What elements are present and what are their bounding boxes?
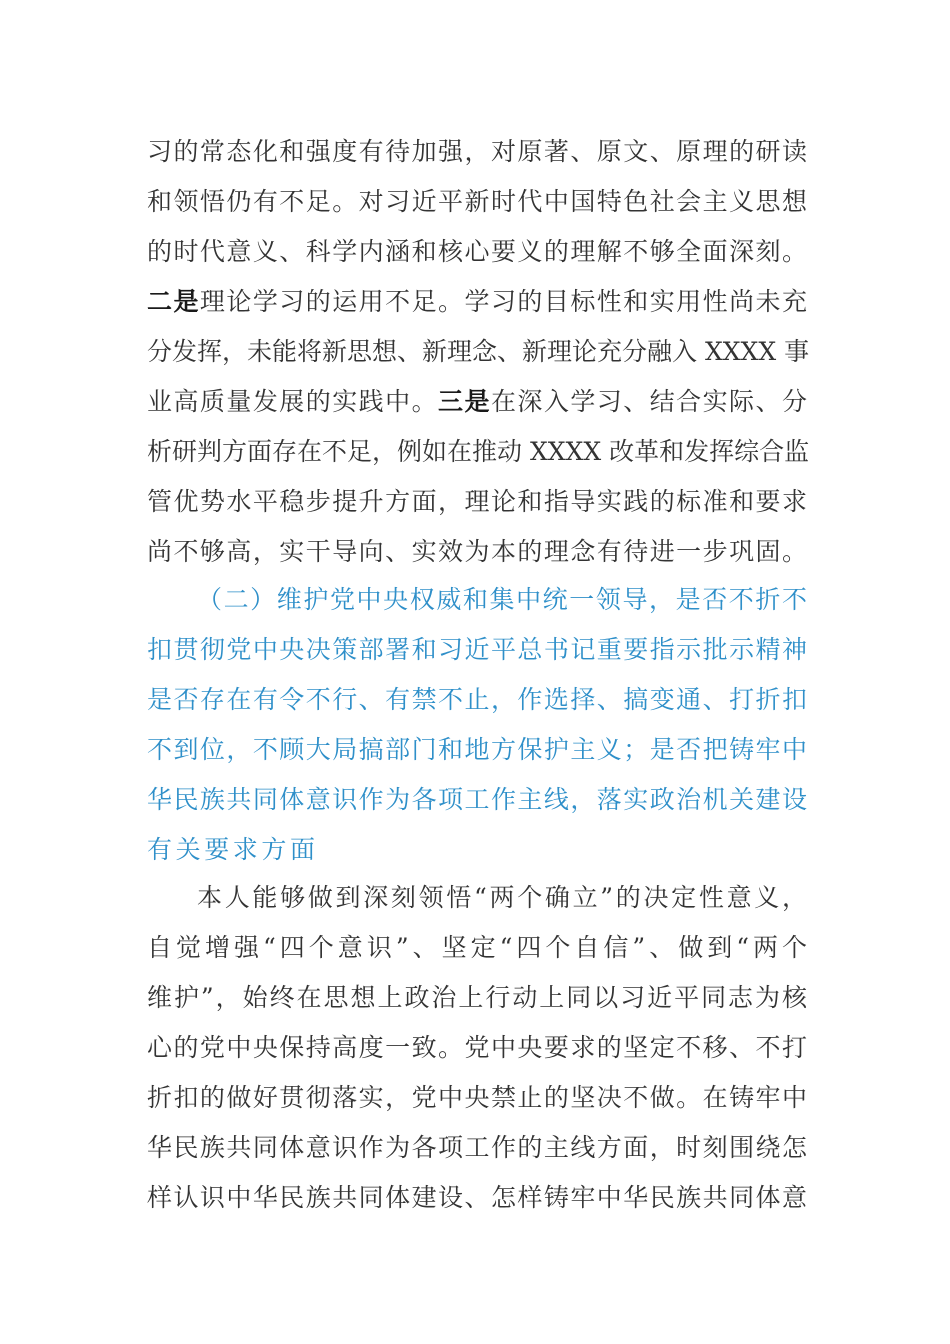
paragraph-line: 习的常态化和强度有待加强，对原著、原文、原理的研读 (147, 137, 807, 166)
paragraph-line: 析研判方面存在不足，例如在推动 XXXX 改革和发挥综合监 (147, 437, 810, 466)
paragraph-line: 样认识中华民族共同体建设、怎样铸牢中华民族共同体意 (147, 1183, 807, 1212)
bold-lead-text: 三是 (438, 387, 491, 416)
paragraph-line: 分发挥，未能将新思想、新理念、新理论充分融入 XXXX 事 (147, 337, 810, 366)
section-heading-line: 有关要求方面 (147, 835, 319, 864)
section-heading-line: 扣贯彻党中央决策部署和习近平总书记重要指示批示精神 (147, 635, 807, 664)
section-heading-line: 华民族共同体意识作为各项工作主线，落实政治机关建设 (147, 785, 807, 814)
paragraph-line: 本人能够做到深刻领悟“两个确立”的决定性意义， (197, 883, 807, 912)
paragraph-line: 心的党中央保持高度一致。党中央要求的坚定不移、不打 (147, 1033, 807, 1062)
paragraph-line: 尚不够高，实干导向、实效为本的理念有待进一步巩固。 (147, 537, 807, 566)
paragraph-line: 维护”，始终在思想上政治上行动上同以习近平同志为核 (147, 983, 807, 1012)
section-heading-line: （二）维护党中央权威和集中统一领导，是否不折不 (197, 585, 807, 614)
paragraph-line: 的时代意义、科学内涵和核心要义的理解不够全面深刻。 (147, 237, 807, 266)
paragraph-line: 业高质量发展的实践中。三是在深入学习、结合实际、分 (147, 387, 807, 416)
paragraph-line: 华民族共同体意识作为各项工作的主线方面，时刻围绕怎 (147, 1133, 807, 1162)
section-heading-line: 不到位，不顾大局搞部门和地方保护主义；是否把铸牢中 (147, 735, 807, 764)
bold-lead-text: 二是 (147, 287, 200, 316)
paragraph-line: 和领悟仍有不足。对习近平新时代中国特色社会主义思想 (147, 187, 807, 216)
paragraph-line: 自觉增强“四个意识”、坚定“四个自信”、做到“两个 (147, 933, 807, 962)
section-heading-line: 是否存在有令不行、有禁不止，作选择、搞变通、打折扣 (147, 685, 807, 714)
paragraph-line: 二是理论学习的运用不足。学习的目标性和实用性尚未充 (147, 287, 807, 316)
paragraph-line: 折扣的做好贯彻落实，党中央禁止的坚决不做。在铸牢中 (147, 1083, 807, 1112)
paragraph-line: 管优势水平稳步提升方面，理论和指导实践的标准和要求 (147, 487, 807, 516)
